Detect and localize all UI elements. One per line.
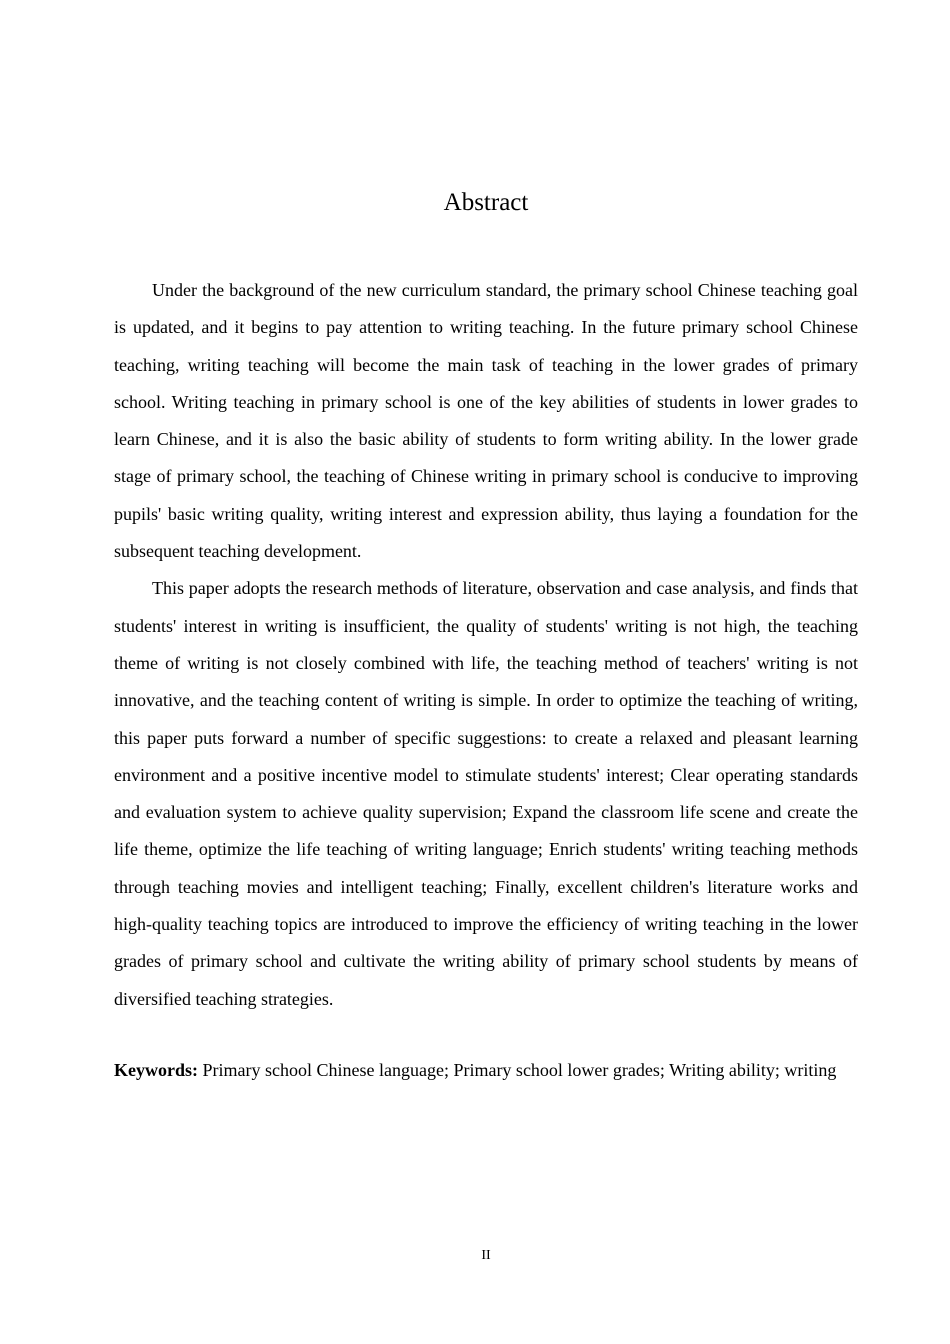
abstract-paragraph-1: Under the background of the new curriculum standard, the primary school Chinese teaching goal is updated, and it begins to pay attention to writing teaching. In the future primary school Chinese teaching, writing teaching will become the main task of teaching in the lower grades of primary school. Writing teaching in primary school is one of the key abilities of students in lower grades to learn Chinese, and it is also the basic ability of students to form writing ability. In the lower grade stage of primary school, the teaching of Chinese writing in primary school is conducive to improving pupils' basic writing quality, writing interest and expression ability, thus laying a foundation for the subsequent teaching development.: [114, 280, 858, 562]
abstract-body: [114, 272, 858, 1018]
keywords-line: [114, 1052, 858, 1089]
keywords-text: Primary school Chinese language; Primary school lower grades; Writing ability; writing: [202, 1060, 837, 1080]
page-number: II: [481, 1248, 491, 1263]
abstract-title: Abstract: [443, 189, 529, 216]
abstract-paragraph-2: This paper adopts the research methods of literature, observation and case analysis, and finds that students' interest in writing is insufficient, the quality of students' writing is not high, the teaching theme of writing is not closely combined with life, the teaching method of teachers' writing is not innovative, and the teaching content of writing is simple. In order to optimize the teaching of writing, this paper puts forward a number of specific suggestions: to create a relaxed and pleasant learning environment and a positive incentive model to stimulate students' interest; Clear operating standards and evaluation system to achieve quality supervision; Expand the classroom life scene and create the life theme, optimize the life teaching of writing language; Enrich students' writing teaching methods through teaching movies and intelligent teaching; Finally, excellent children's literature works and high-quality teaching topics are introduced to improve the efficiency of writing teaching in the lower grades of primary school and cultivate the writing ability of primary school students by means of diversified teaching strategies.: [114, 578, 858, 1009]
keywords-label: Keywords:: [114, 1060, 198, 1080]
